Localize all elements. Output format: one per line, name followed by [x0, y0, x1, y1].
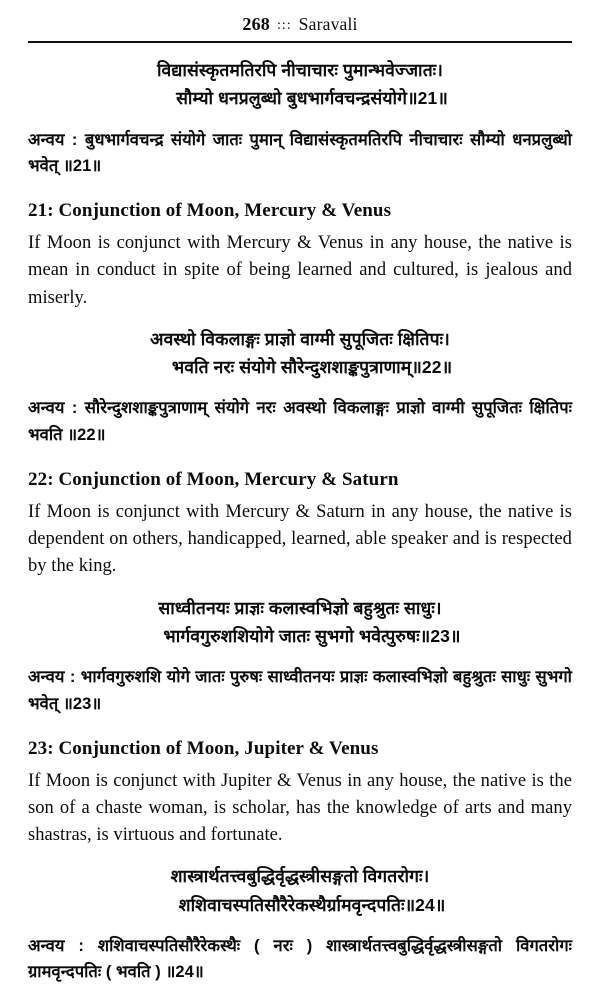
anvaya-paragraph: अन्वय : सौरेन्दुशशाङ्कपुत्राणाम् संयोगे नरः अवस्थो विकलाङ्गः प्राज्ञो वाग्मी सुपूजितः क्षितिपः भवति ॥22॥	[28, 399, 572, 444]
commentary-paragraph: If Moon is conjunct with Mercury & Venus in any house, the native is mean in conduct in spite of being learned and cultured, is jealous and miserly.	[28, 233, 572, 308]
verse-line-2: भवति नरः संयोगे सौरेन्दुशशाङ्कपुत्राणाम्॥22॥	[171, 357, 453, 378]
section-22	[28, 325, 572, 581]
verse-line-1: अवस्थो विकलाङ्गः प्राज्ञो वाग्मी सुपूजितः क्षितिपः।	[150, 328, 450, 349]
verse-line-2: सौम्यो धनप्रलुब्धो बुधभार्गवचन्द्रसंयोगे॥21॥	[176, 88, 448, 109]
header-separator: :::	[277, 18, 292, 33]
section-24	[28, 862, 572, 985]
verse-line-1: विद्यासंस्कृतमतिरपि नीचाचारः पुमान्भवेज्जातः।	[156, 60, 444, 80]
page-number: 268	[242, 14, 270, 34]
sanskrit-verse	[28, 56, 572, 113]
header-rule	[28, 41, 572, 43]
commentary-paragraph: If Moon is conjunct with Mercury & Saturn in any house, the native is dependent on others, handicapped, learned, able speaker and is respected by the king.	[28, 502, 572, 577]
anvaya-paragraph: अन्वय : शशिवाचस्पतिसौरैरेकस्थैः ( नरः ) शास्त्रार्थतत्त्वबुद्धिर्वृद्धस्त्रीसङ्गतो विगतरोगः ग्रामवृन्दपतिः ( भवति ) ॥24॥	[28, 937, 572, 982]
section-heading: 22: Conjunction of Moon, Mercury & Saturn	[28, 469, 399, 491]
sanskrit-verse	[28, 325, 572, 382]
section-23	[28, 594, 572, 850]
running-head	[28, 0, 572, 35]
section-21	[28, 56, 572, 312]
commentary-paragraph: If Moon is conjunct with Jupiter & Venus in any house, the native is the son of a chaste woman, is scholar, has the knowledge of arts and many shastras, is virtuous and fortunate.	[28, 770, 572, 846]
verse-line-2: शशिवाचस्पतिसौरैरेकस्थैर्ग्रामवृन्दपतिः॥24॥	[178, 894, 446, 915]
anvaya-paragraph: अन्वय : बुधभार्गवचन्द्र संयोगे जातः पुमान् विद्यासंस्कृतमतिरपि नीचाचारः सौम्यो धनप्रलुब्धो भवेत् ॥21॥	[28, 130, 572, 176]
anvaya-paragraph: अन्वय : भार्गवगुरुशशि योगे जातः पुरुषः साध्वीतनयः प्राज्ञः कलास्वभिज्ञो बहुश्रुतः साधुः सुभगो भवेत् ॥23॥	[28, 668, 572, 713]
sanskrit-verse	[28, 862, 572, 919]
book-title: Saravali	[298, 14, 358, 34]
verse-line-1: साध्वीतनयः प्राज्ञः कलास्वभिज्ञो बहुश्रुतः साधुः।	[158, 597, 442, 618]
section-heading: 23: Conjunction of Moon, Jupiter & Venus	[28, 738, 379, 760]
verse-line-2: भार्गवगुरुशशियोगे जातः सुभगो भवेत्पुरुषः॥23॥	[163, 625, 461, 646]
sanskrit-verse	[28, 594, 572, 651]
verse-line-1: शास्त्रार्थतत्त्वबुद्धिर्वृद्धस्त्रीसङ्गतो विगतरोगः।	[170, 866, 430, 887]
section-heading: 21: Conjunction of Moon, Mercury & Venus	[28, 200, 392, 222]
